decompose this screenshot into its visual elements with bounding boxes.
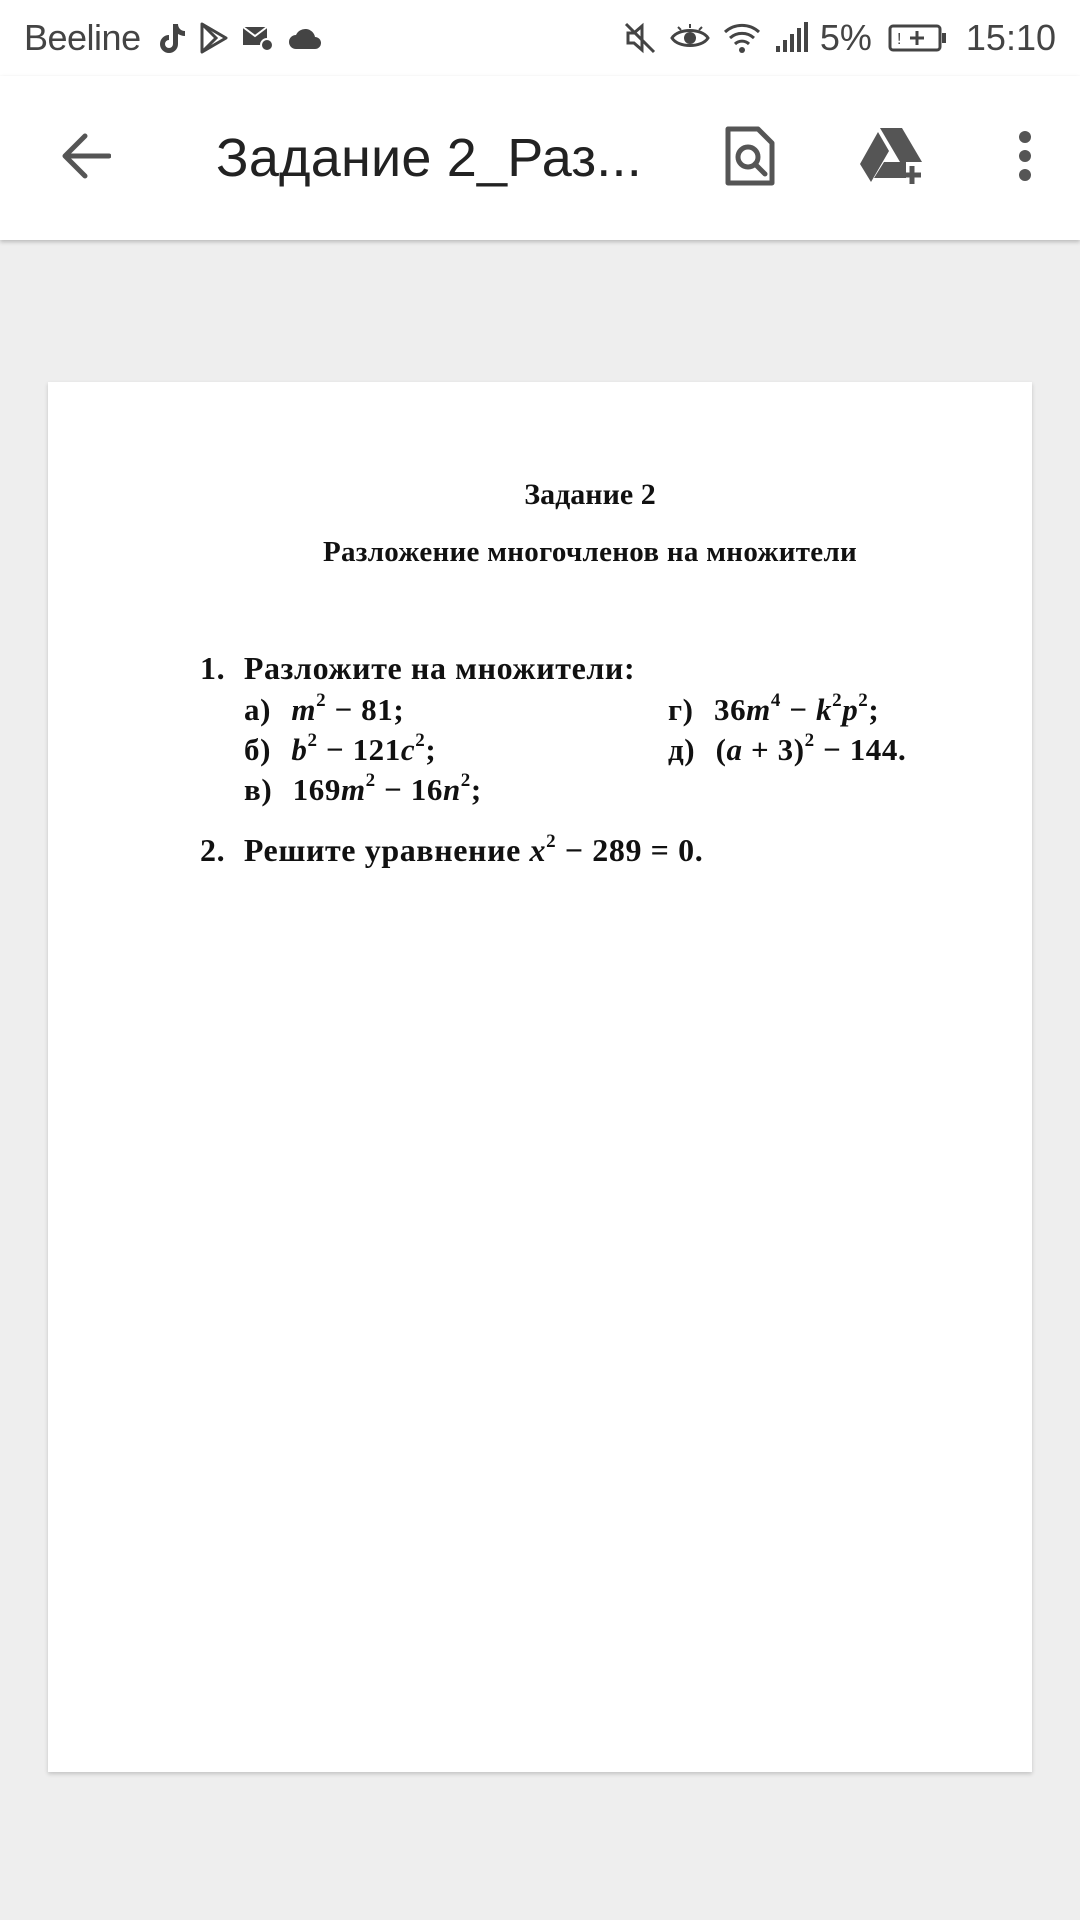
carrier-name: Beeline — [24, 17, 141, 58]
task-1-number: 1. — [200, 650, 226, 686]
wifi-icon — [722, 22, 762, 54]
item-label: д) — [668, 732, 696, 767]
item-expression: $m^2 - 81$; — [291, 690, 405, 727]
item-expression: $b^2 - 121c^2$; — [291, 730, 437, 767]
item-label: б) — [244, 732, 272, 767]
signal-icon — [774, 22, 810, 54]
play-store-icon — [199, 22, 229, 54]
task-2-number: 2. — [200, 832, 226, 868]
status-bar-right — [616, 17, 1056, 59]
task-1 — [200, 650, 635, 687]
back-button[interactable] — [0, 76, 170, 240]
more-options-button[interactable] — [970, 76, 1080, 240]
find-in-doc-icon — [724, 125, 776, 192]
status-bar-left — [24, 17, 329, 59]
task-1-text: Разложите на множители: — [243, 650, 636, 686]
document-page[interactable] — [48, 382, 1032, 1772]
item-expression: $(a + 3)^2 - 144$. — [715, 730, 907, 767]
add-to-drive-icon — [860, 126, 930, 191]
svg-text:!: ! — [896, 31, 902, 48]
battery-icon — [888, 23, 948, 53]
back-arrow-icon — [59, 132, 111, 185]
item-label: в) — [244, 772, 273, 807]
battery-percent: 5% — [819, 17, 872, 58]
mail-settings-icon — [241, 23, 275, 53]
item-label: г) — [668, 692, 694, 727]
document-subheading: Разложение многочленов на множители — [322, 536, 858, 568]
task-2-text: Решите уравнение — [243, 832, 521, 868]
find-in-document-button[interactable] — [680, 76, 820, 240]
task-1-item-v — [244, 772, 482, 808]
document-title: Задание 2_Раз... — [216, 128, 642, 188]
task-1-item-a — [244, 692, 404, 728]
cloud-icon — [287, 25, 323, 51]
more-vert-icon — [1017, 130, 1033, 187]
add-to-drive-button[interactable] — [820, 76, 970, 240]
task-2-equation: $x^2 - 289 = 0$. — [529, 831, 704, 868]
task-2 — [200, 832, 703, 869]
mute-icon — [622, 20, 658, 56]
item-label: а) — [244, 692, 272, 727]
item-expression: $36m^4 - k^2p^2$; — [713, 690, 880, 727]
document-heading: Задание 2 — [524, 478, 656, 511]
eye-icon — [670, 23, 710, 53]
item-expression: $169m^2 - 16n^2$; — [292, 770, 482, 807]
status-bar — [0, 0, 1080, 76]
task-1-item-d — [668, 732, 906, 768]
task-1-item-b — [244, 732, 436, 768]
task-1-item-g — [668, 692, 879, 728]
app-bar — [0, 76, 1080, 240]
clock: 15:10 — [965, 17, 1056, 58]
tiktok-icon — [157, 22, 187, 54]
